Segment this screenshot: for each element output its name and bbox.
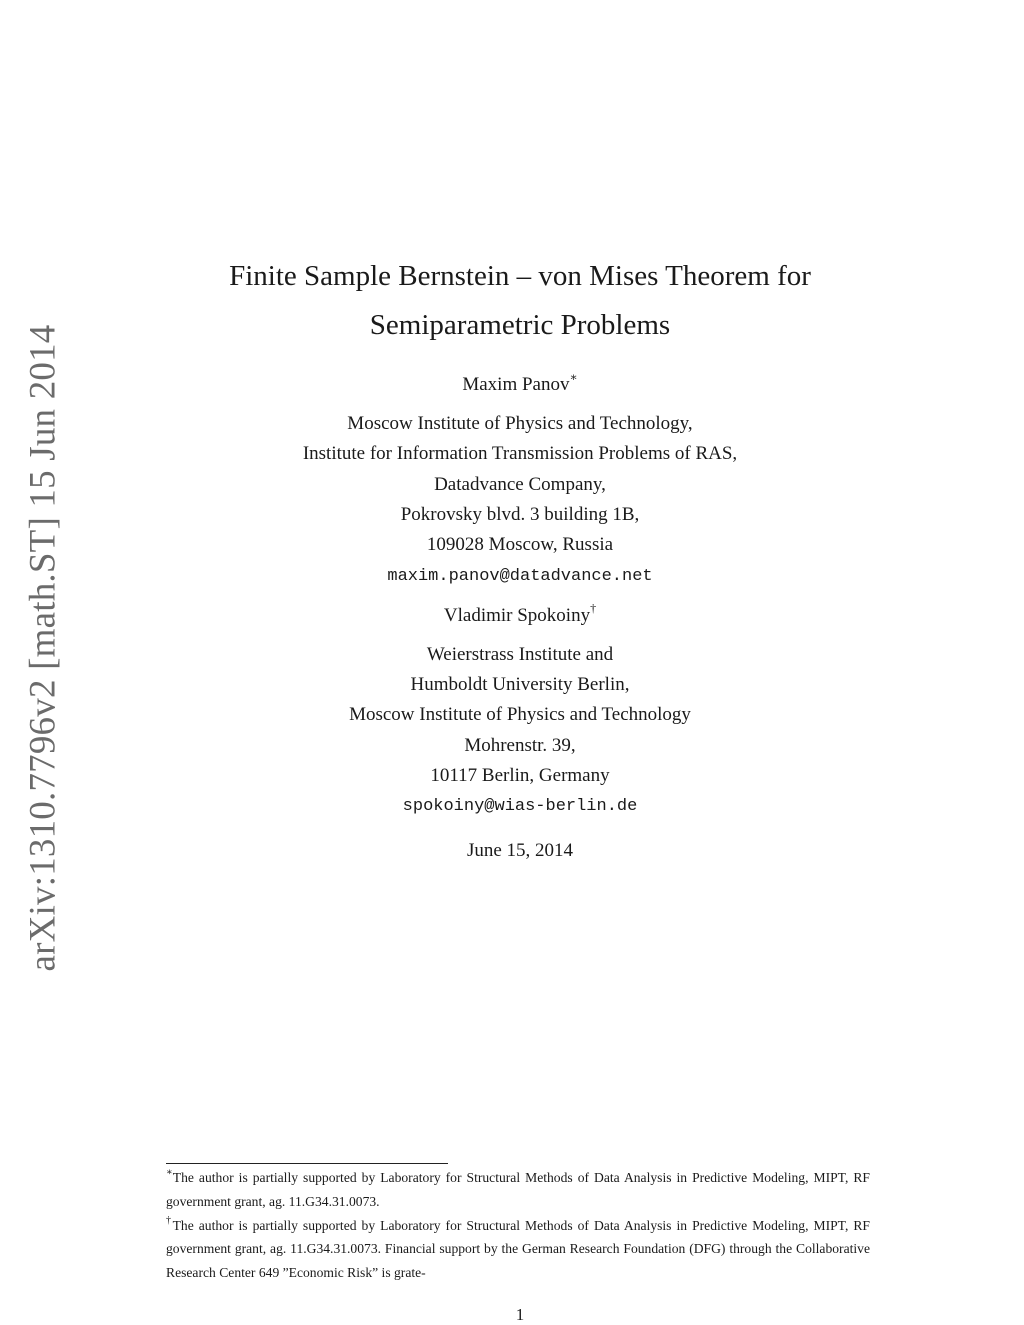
title-line-2: Semiparametric Problems bbox=[369, 309, 671, 341]
affiliation-line: Institute for Information Transmission Problems of RAS, bbox=[302, 443, 738, 464]
author-name bbox=[0, 369, 1024, 396]
paper-title bbox=[0, 252, 1024, 350]
author-name-text: Vladimir Spokoiny bbox=[443, 605, 591, 626]
affiliation-line: 10117 Berlin, Germany bbox=[430, 765, 610, 786]
author-name bbox=[0, 600, 1024, 627]
paper-date: June 15, 2014 bbox=[466, 840, 574, 861]
author-email: spokoiny@wias-berlin.de bbox=[402, 797, 638, 816]
title-line-1: Finite Sample Bernstein – von Mises Theorem for bbox=[229, 260, 811, 292]
affiliation-line: 109028 Moscow, Russia bbox=[426, 534, 614, 555]
footnote bbox=[166, 1214, 870, 1285]
arxiv-identifier-stamp: arXiv:1310.7796v2 [math.ST] 15 Jun 2014 bbox=[22, 324, 64, 972]
footnote-text: The author is partially supported by Laboratory for Structural Methods of Data Analysis in Predictive Modeling, MIPT, RF government grant, ag. 11.G34.31.0073. Financial support by the German Research Foundation (DFG) through the Collaborative Research Center 649 ”Economic Risk” is grate- bbox=[166, 1217, 870, 1281]
footnote bbox=[166, 1166, 870, 1214]
affiliation-line: Datadvance Company, bbox=[434, 474, 606, 495]
author-footnote-mark: † bbox=[590, 600, 597, 615]
footnotes bbox=[166, 1166, 870, 1285]
affiliation-line: Humboldt University Berlin, bbox=[410, 674, 630, 695]
affiliation-line: Moscow Institute of Physics and Technology, bbox=[347, 413, 693, 434]
footnote-mark: ∗ bbox=[166, 1167, 173, 1179]
footnote-text: The author is partially supported by Laboratory for Structural Methods of Data Analysis in Predictive Modeling, MIPT, RF government grant, ag. 11.G34.31.0073. bbox=[166, 1170, 870, 1209]
affiliation-line: Weierstrass Institute and bbox=[426, 644, 614, 665]
footnote-mark: † bbox=[166, 1215, 173, 1227]
affiliation-line: Mohrenstr. 39, bbox=[464, 735, 576, 756]
author-email: maxim.panov@datadvance.net bbox=[387, 567, 653, 586]
footnote-rule bbox=[166, 1163, 448, 1164]
affiliation-line: Pokrovsky blvd. 3 building 1B, bbox=[400, 504, 640, 525]
author-name-text: Maxim Panov bbox=[462, 374, 570, 395]
affiliation-line: Moscow Institute of Physics and Technology bbox=[349, 704, 691, 725]
author-footnote-mark: ∗ bbox=[569, 369, 578, 384]
page-number: 1 bbox=[515, 1305, 525, 1324]
